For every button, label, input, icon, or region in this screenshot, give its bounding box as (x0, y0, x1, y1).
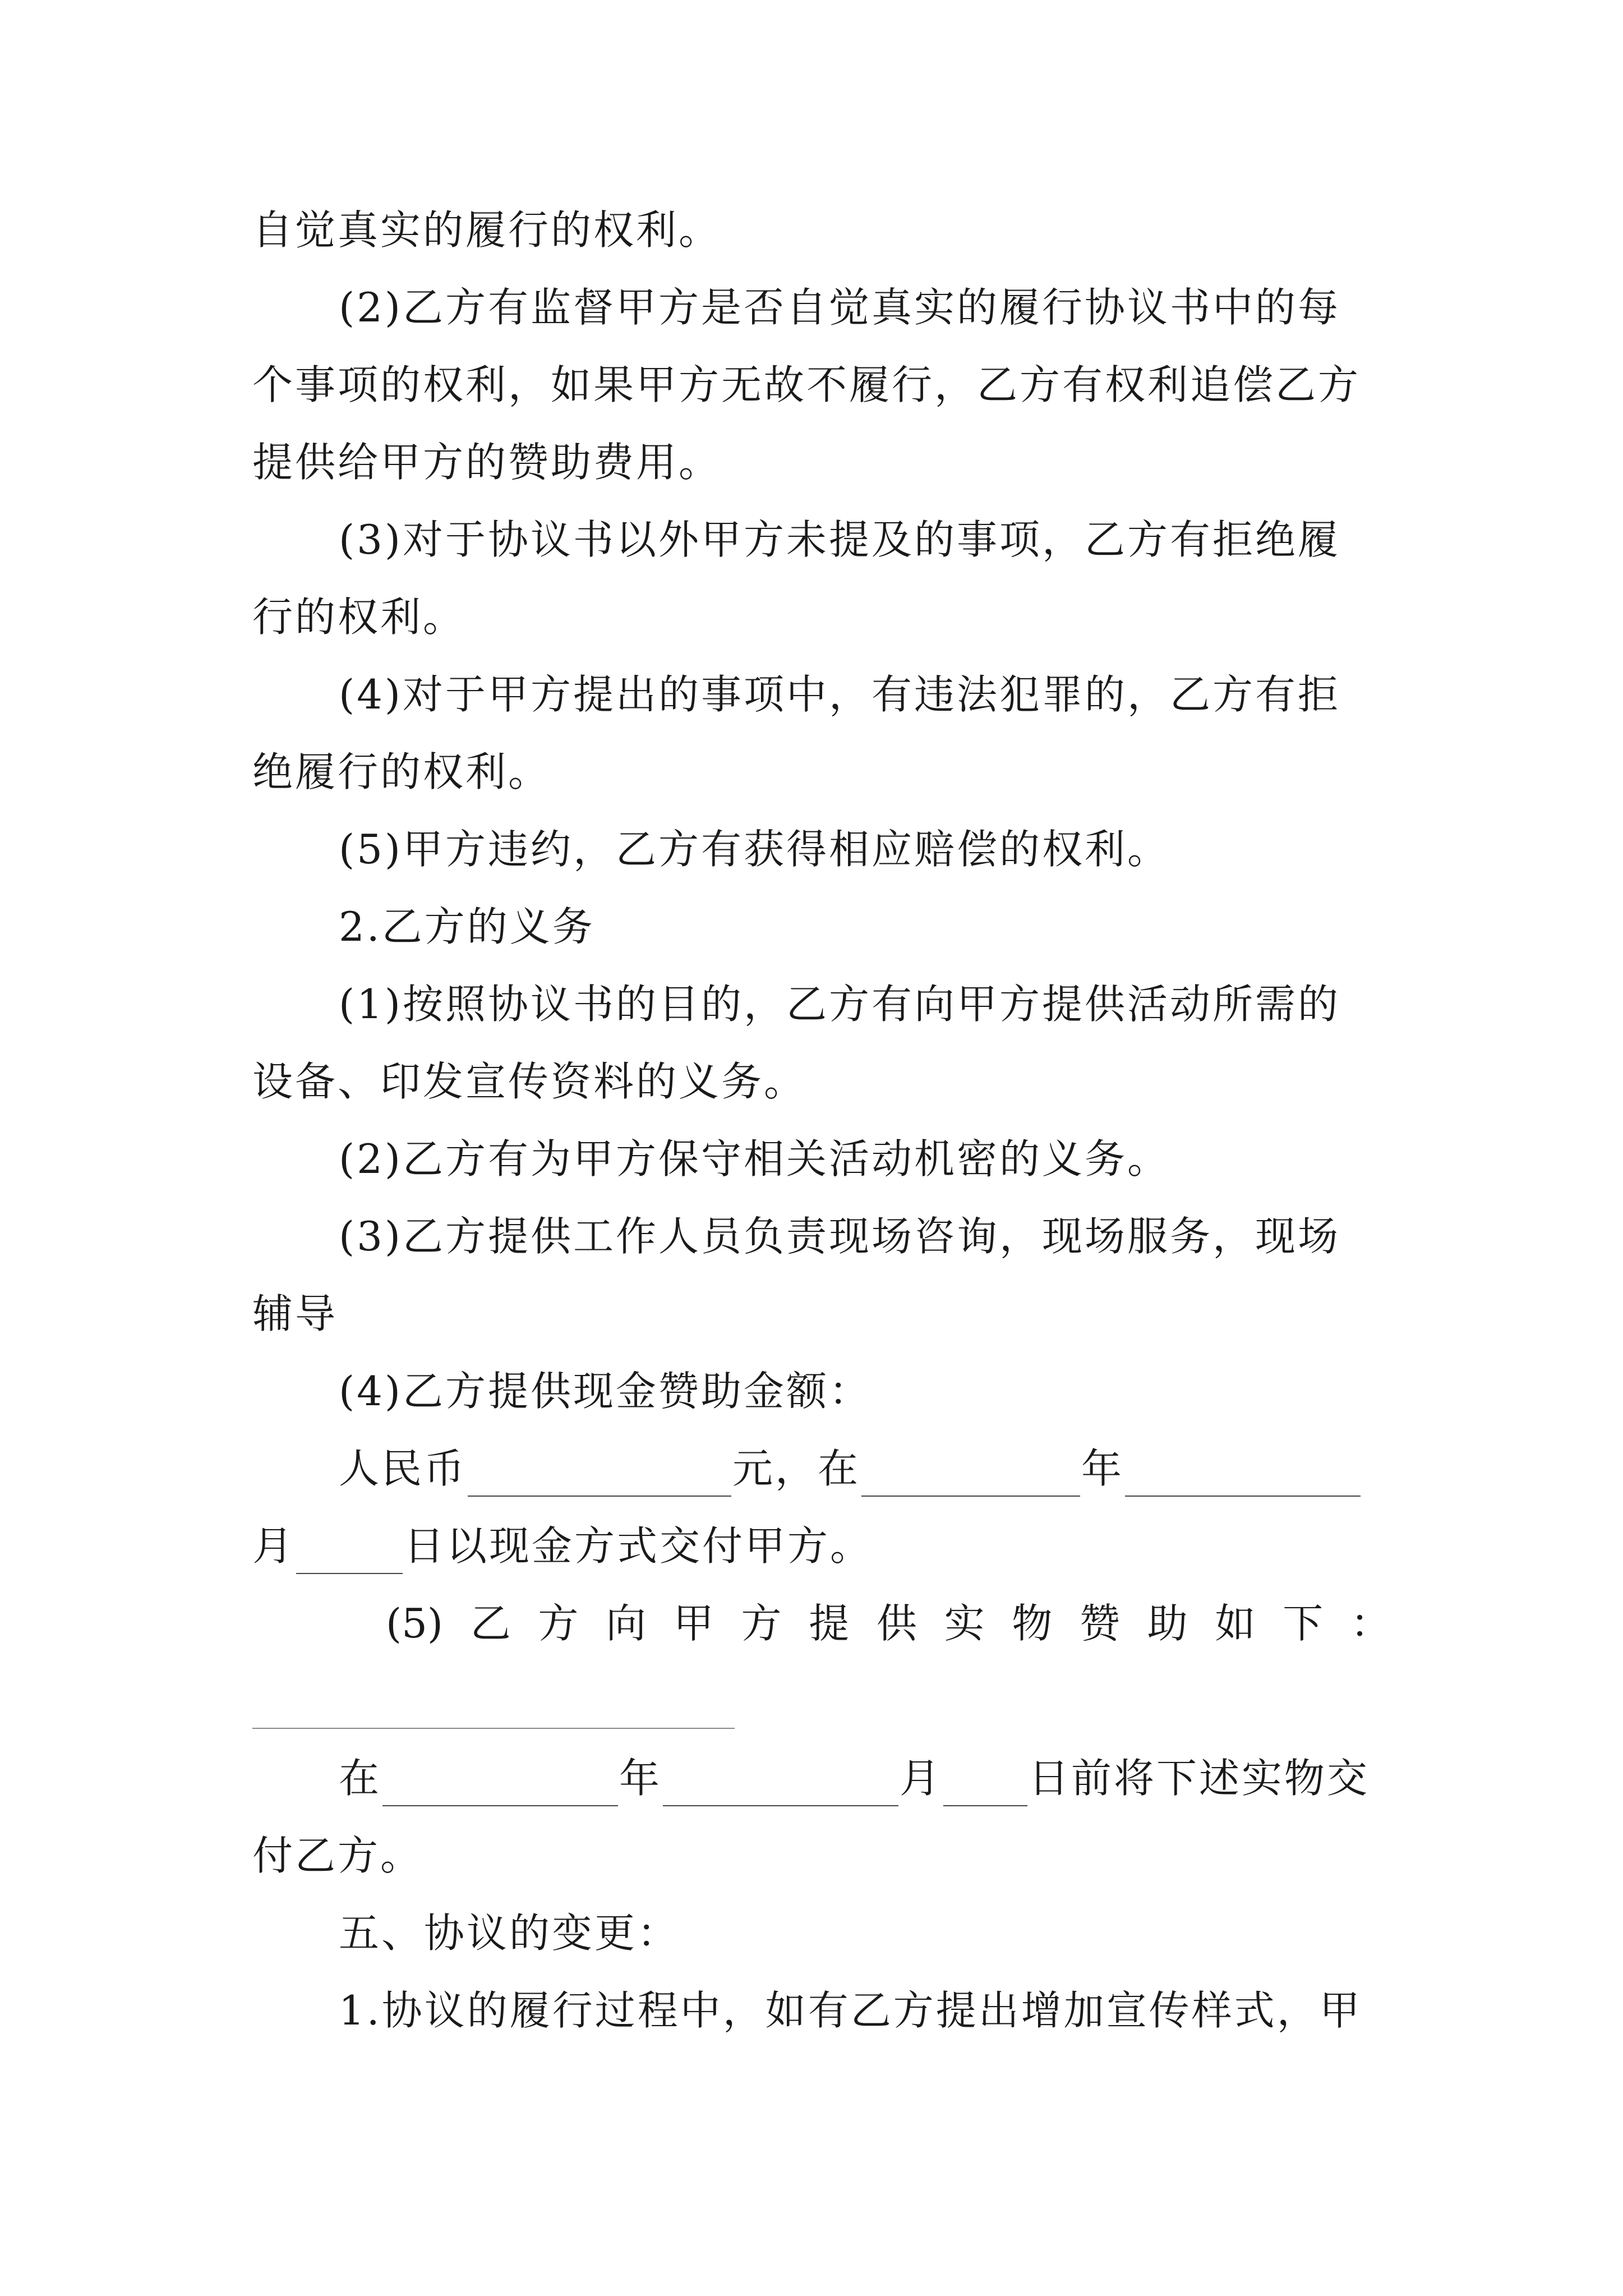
char: 实 (944, 1600, 985, 1647)
amount-line (339, 1441, 1362, 1497)
text-fragment: 人民币 (339, 1445, 467, 1492)
text-line: (5)甲方违约，乙方有获得相应赔偿的权利。 (339, 826, 1170, 873)
text-line: (1)按照协议书的目的，乙方有向甲方提供活动所需的 (339, 981, 1340, 1028)
char: 下 (1283, 1600, 1324, 1647)
text-line: 自觉真实的履行的权利。 (252, 206, 722, 254)
justified-text-line (339, 1595, 1391, 1651)
text-line: (2)乙方有为甲方保守相关活动机密的义务。 (339, 1135, 1170, 1182)
text-fragment: 年 (619, 1755, 662, 1802)
char: 方 (741, 1600, 782, 1647)
section-heading: 2.乙方的义务 (339, 903, 595, 950)
char: 向 (606, 1600, 647, 1647)
text-line: 辅导 (252, 1290, 338, 1337)
text-line: (4)乙方提供现金赞助金额： (339, 1368, 872, 1415)
blank-amount-field[interactable] (468, 1458, 731, 1497)
blank-year-field[interactable] (382, 1768, 618, 1806)
text-line: (2)乙方有监督甲方是否自觉真实的履行协议书中的每 (339, 284, 1340, 331)
text-line: 个事项的权利，如果甲方无故不履行，乙方有权利追偿乙方 (252, 361, 1361, 408)
blank-year-field[interactable] (861, 1458, 1080, 1497)
char: 方 (538, 1600, 579, 1647)
delivery-date-line (339, 1750, 1370, 1806)
section-heading: 五、协议的变更： (339, 1910, 680, 1957)
char: 如 (1215, 1600, 1256, 1647)
text-line: 设备、印发宣传资料的义务。 (252, 1058, 807, 1105)
blank-items-field[interactable] (252, 1728, 735, 1729)
text-fragment: 在 (339, 1755, 382, 1802)
blank-month-field[interactable] (663, 1768, 898, 1806)
text-line: 1.协议的履行过程中，如有乙方提出增加宣传样式，甲 (339, 1987, 1362, 2034)
text-fragment: 月 (900, 1755, 943, 1802)
text-line: 行的权利。 (252, 593, 466, 641)
char: 赞 (1080, 1600, 1121, 1647)
text-fragment: 年 (1081, 1445, 1124, 1492)
text-fragment: 日前将下述实物交 (1029, 1755, 1370, 1802)
char: 助 (1147, 1600, 1188, 1647)
text-line: 提供给甲方的赞助费用。 (252, 439, 722, 486)
blank-day-field[interactable] (943, 1768, 1027, 1806)
char: 乙 (470, 1600, 511, 1647)
text-line: (3)对于协议书以外甲方未提及的事项，乙方有拒绝履 (339, 516, 1340, 563)
blank-day-field[interactable] (296, 1536, 403, 1574)
char: (5) (386, 1600, 443, 1647)
char: 物 (1012, 1600, 1053, 1647)
text-line: (4)对于甲方提出的事项中，有违法犯罪的，乙方有拒 (339, 671, 1340, 718)
text-line: 付乙方。 (252, 1832, 423, 1879)
text-line: (3)乙方提供工作人员负责现场咨询，现场服务，现场 (339, 1213, 1340, 1260)
blank-month-field[interactable] (1125, 1458, 1361, 1497)
char: ： (1350, 1600, 1391, 1647)
text-fragment: 月 (252, 1522, 296, 1570)
text-fragment: 元，在 (732, 1445, 861, 1492)
text-fragment: 日以现金方式交付甲方。 (404, 1522, 873, 1570)
text-line: 绝履行的权利。 (252, 748, 551, 795)
date-line (252, 1518, 873, 1574)
char: 甲 (673, 1600, 714, 1647)
char: 供 (876, 1600, 917, 1647)
char: 提 (809, 1600, 850, 1647)
